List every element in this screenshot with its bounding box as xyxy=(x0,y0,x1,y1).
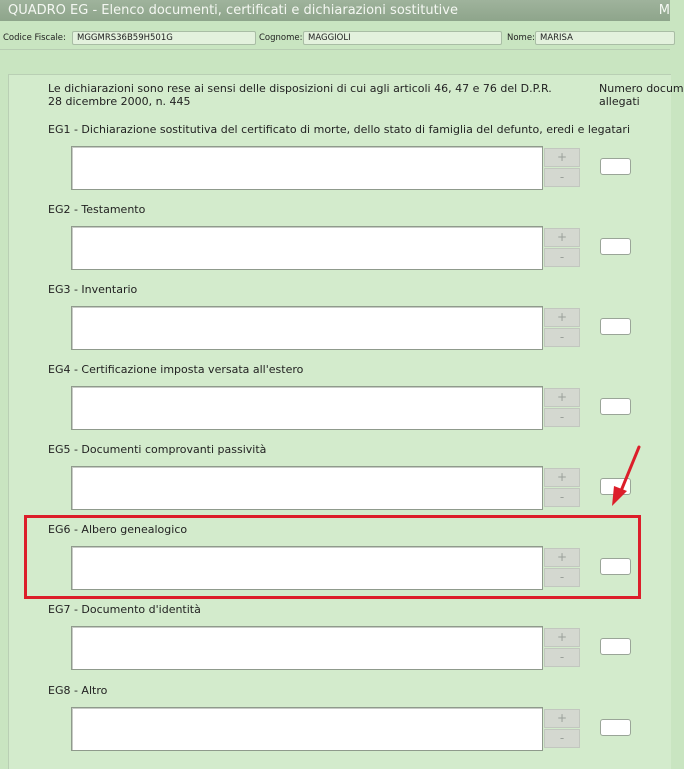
codice-fiscale-label: Codice Fiscale: xyxy=(3,33,66,43)
section-label: EG1 - Dichiarazione sostitutiva del certificato di morte, dello stato di famiglia del defunto, eredi e legatari xyxy=(48,123,631,136)
nome-label: Nome: xyxy=(507,33,535,43)
document-count-field[interactable] xyxy=(600,318,631,335)
section-eg8 xyxy=(0,684,670,764)
section-eg6 xyxy=(0,523,670,603)
section-textarea[interactable] xyxy=(71,546,543,590)
add-row-button[interactable]: + xyxy=(544,148,580,167)
remove-row-button[interactable]: - xyxy=(544,168,580,187)
section-label: EG2 - Testamento xyxy=(48,203,146,216)
section-label: EG8 - Altro xyxy=(48,684,108,697)
section-eg5 xyxy=(0,443,670,523)
section-textarea[interactable] xyxy=(71,707,543,751)
document-count-field[interactable] xyxy=(600,238,631,255)
section-eg4 xyxy=(0,363,670,443)
header-divider xyxy=(0,49,670,50)
remove-row-button[interactable]: - xyxy=(544,328,580,347)
section-textarea[interactable] xyxy=(71,626,543,670)
section-eg7 xyxy=(0,603,670,683)
remove-row-button[interactable]: - xyxy=(544,648,580,667)
window-title-extra: M xyxy=(658,3,670,18)
document-count-field[interactable] xyxy=(600,719,631,736)
column-header-line2: allegati xyxy=(599,95,640,108)
section-label: EG7 - Documento d'identità xyxy=(48,603,201,616)
remove-row-button[interactable]: - xyxy=(544,568,580,587)
section-textarea[interactable] xyxy=(71,466,543,510)
section-label: EG5 - Documenti comprovanti passività xyxy=(48,443,267,456)
add-row-button[interactable]: + xyxy=(544,468,580,487)
add-row-button[interactable]: + xyxy=(544,388,580,407)
add-row-button[interactable]: + xyxy=(544,628,580,647)
cognome-field[interactable]: MAGGIOLI xyxy=(303,31,502,45)
add-row-button[interactable]: + xyxy=(544,709,580,728)
section-textarea[interactable] xyxy=(71,146,543,190)
section-label: EG6 - Albero genealogico xyxy=(48,523,188,536)
document-count-field[interactable] xyxy=(600,558,631,575)
codice-fiscale-field[interactable]: MGGMRS36B59H501G xyxy=(72,31,256,45)
remove-row-button[interactable]: - xyxy=(544,729,580,748)
document-count-field[interactable] xyxy=(600,638,631,655)
add-row-button[interactable]: + xyxy=(544,228,580,247)
document-count-field[interactable] xyxy=(600,398,631,415)
nome-field[interactable]: MARISA xyxy=(535,31,675,45)
section-label: EG3 - Inventario xyxy=(48,283,138,296)
remove-row-button[interactable]: - xyxy=(544,488,580,507)
document-count-field[interactable] xyxy=(600,158,631,175)
section-eg2 xyxy=(0,203,670,283)
cognome-label: Cognome: xyxy=(259,33,303,43)
add-row-button[interactable]: + xyxy=(544,308,580,327)
column-header-document-count xyxy=(599,82,684,108)
intro-text: Le dichiarazioni sono rese ai sensi delle disposizioni di cui agli articoli 46, 47 e 76 del D.P.R. 28 dicembre 2000, n. 445 xyxy=(48,82,552,108)
section-label: EG4 - Certificazione imposta versata all'estero xyxy=(48,363,304,376)
taxpayer-info-bar xyxy=(0,21,670,49)
section-eg3 xyxy=(0,283,670,363)
remove-row-button[interactable]: - xyxy=(544,248,580,267)
section-eg1 xyxy=(0,123,670,203)
window-title: QUADRO EG - Elenco documenti, certificati e dichiarazioni sostitutive xyxy=(8,3,458,18)
section-textarea[interactable] xyxy=(71,386,543,430)
window-title-bar xyxy=(0,0,670,21)
column-header-line1: Numero docum xyxy=(599,82,684,95)
add-row-button[interactable]: + xyxy=(544,548,580,567)
section-textarea[interactable] xyxy=(71,306,543,350)
document-count-field[interactable] xyxy=(600,478,631,495)
remove-row-button[interactable]: - xyxy=(544,408,580,427)
section-textarea[interactable] xyxy=(71,226,543,270)
